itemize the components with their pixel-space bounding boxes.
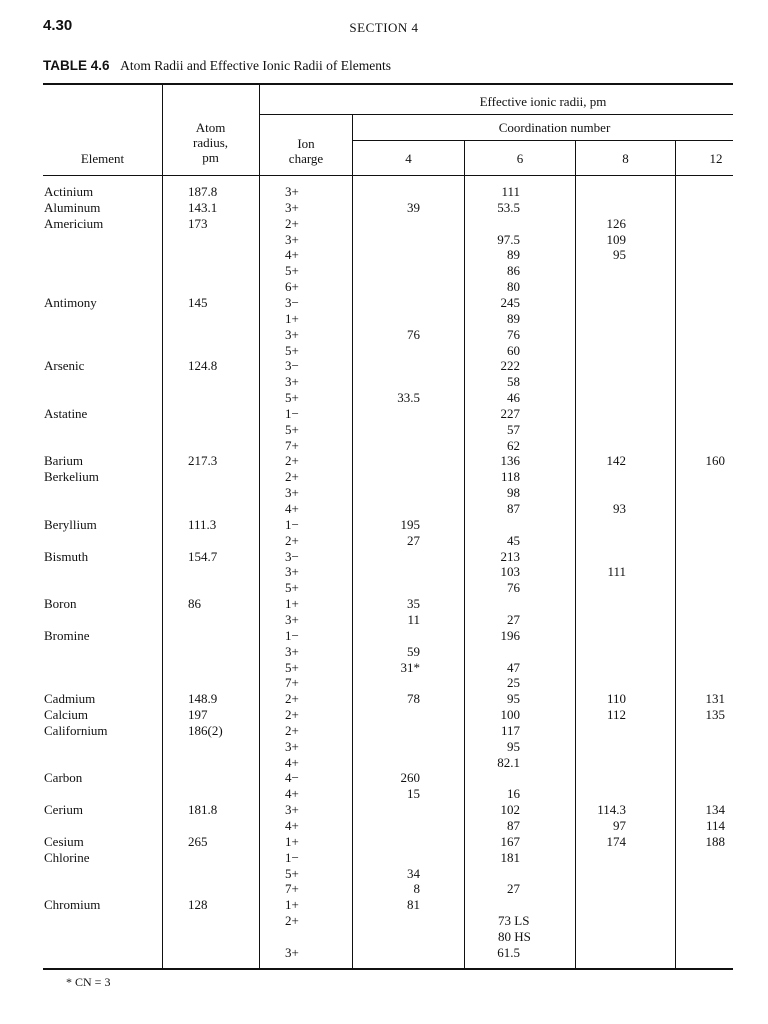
ion-charge-cell: 4+ <box>285 247 299 263</box>
cn8-cell: 111 <box>607 564 626 580</box>
cn6-cell: 80 HS <box>498 928 531 944</box>
cn6-cell: 98 <box>507 485 520 501</box>
element-cell: Boron <box>44 596 77 612</box>
ion-charge-cell: 6+ <box>285 279 299 295</box>
table-row <box>0 770 768 786</box>
table-row <box>0 200 768 216</box>
element-cell: Cesium <box>44 833 84 849</box>
header-ion-charge-line: charge <box>288 151 324 166</box>
ion-charge-cell: 5+ <box>285 421 299 437</box>
ion-charge-cell: 7+ <box>285 675 299 691</box>
cn6-cell: 95 <box>507 691 520 707</box>
cn6-cell: 100 <box>500 707 520 723</box>
ion-charge-cell: 4+ <box>285 818 299 833</box>
table-top-rule <box>43 83 733 85</box>
cn4-cell: 195 <box>400 516 420 532</box>
cn6-cell: 27 <box>507 881 520 897</box>
header-atom-radius-line: Atom <box>195 120 226 135</box>
element-cell: Barium <box>44 453 83 469</box>
cn4-cell: 8 <box>413 881 420 897</box>
table-row <box>0 644 768 660</box>
header-cn-6: 6 <box>516 151 524 166</box>
cn6-cell: 111 <box>501 184 520 199</box>
ion-charge-cell: 1+ <box>285 897 299 913</box>
atom-radius-cell: 124.8 <box>188 358 218 374</box>
cn6-cell: 89 <box>507 310 520 326</box>
cn6-cell: 227 <box>500 405 520 421</box>
ion-charge-cell: 4+ <box>285 501 299 516</box>
ion-charge-cell: 5+ <box>285 659 299 675</box>
ion-charge-cell: 7+ <box>285 437 299 453</box>
table-row <box>0 184 768 200</box>
cn6-cell: 73 LS <box>498 913 530 929</box>
ion-charge-cell: 3+ <box>285 643 299 659</box>
ion-charge-cell: 3− <box>285 294 299 310</box>
cn4-cell: 31* <box>400 659 420 675</box>
table-row <box>0 390 768 406</box>
table-row <box>0 216 768 232</box>
cn8-cell: 110 <box>606 691 626 707</box>
table-row <box>0 580 768 596</box>
ion-charge-cell: 1+ <box>285 310 299 326</box>
cn4-cell: 76 <box>407 326 420 342</box>
table-row <box>0 881 768 897</box>
table-row <box>0 406 768 422</box>
cn6-cell: 213 <box>500 548 520 564</box>
header-atom-radius <box>162 120 259 165</box>
ion-charge-cell: 1− <box>285 627 299 643</box>
cn6-cell: 87 <box>507 818 520 833</box>
cn6-cell: 103 <box>500 564 520 580</box>
cn4-cell: 81 <box>407 897 420 913</box>
ion-charge-cell: 3+ <box>285 564 299 580</box>
cn6-cell: 62 <box>507 437 520 453</box>
ion-charge-cell: 5+ <box>285 263 299 279</box>
element-cell: Cadmium <box>44 691 96 707</box>
cn8-cell: 95 <box>613 247 626 263</box>
header-bottom-rule <box>43 175 733 176</box>
cn12-cell: 160 <box>705 453 725 469</box>
table-row <box>0 945 768 961</box>
element-cell: Antimony <box>44 294 97 310</box>
header-ion-charge <box>260 136 352 166</box>
table-row <box>0 675 768 691</box>
cn8-cell: 109 <box>606 231 626 247</box>
table-row <box>0 295 768 311</box>
cn6-cell: 102 <box>500 802 520 818</box>
cn6-cell: 118 <box>500 469 520 485</box>
element-cell: Actinium <box>44 184 94 199</box>
coordination-rule <box>353 140 733 141</box>
ion-charge-cell: 5+ <box>285 342 299 358</box>
cn4-cell: 34 <box>407 865 420 881</box>
cn6-cell: 97.5 <box>497 231 520 247</box>
cn6-cell: 95 <box>507 738 520 754</box>
atom-radius-cell: 173 <box>188 215 208 231</box>
ion-charge-cell: 3+ <box>285 184 299 199</box>
element-cell: Bromine <box>44 627 90 643</box>
cn6-cell: 53.5 <box>497 199 520 215</box>
table-row <box>0 469 768 485</box>
header-element: Element <box>80 151 125 166</box>
cn4-cell: 15 <box>407 786 420 802</box>
cn6-cell: 117 <box>500 722 520 738</box>
ion-charge-cell: 5+ <box>285 580 299 596</box>
table-row <box>0 517 768 533</box>
ion-charge-cell: 4− <box>285 770 299 786</box>
element-cell: Californium <box>44 722 108 738</box>
table-row <box>0 612 768 628</box>
cn4-cell: 39 <box>407 199 420 215</box>
atom-radius-cell: 154.7 <box>188 548 218 564</box>
ion-charge-cell: 1+ <box>285 596 299 612</box>
ion-charge-cell: 4+ <box>285 786 299 802</box>
table-row <box>0 374 768 390</box>
table-row <box>0 755 768 771</box>
ion-charge-cell: 3+ <box>285 326 299 342</box>
table-row <box>0 707 768 723</box>
atom-radius-cell: 128 <box>188 897 208 913</box>
atom-radius-cell: 187.8 <box>188 184 218 199</box>
ion-charge-cell: 3+ <box>285 374 299 390</box>
ion-charge-cell: 2+ <box>285 722 299 738</box>
cn6-cell: 167 <box>500 833 520 849</box>
table-row <box>0 564 768 580</box>
cn6-cell: 76 <box>507 580 520 596</box>
ion-charge-cell: 7+ <box>285 881 299 897</box>
table-row <box>0 485 768 501</box>
ion-charge-cell: 1− <box>285 405 299 421</box>
cn12-cell: 135 <box>705 707 725 723</box>
table-row <box>0 279 768 295</box>
table-row <box>0 802 768 818</box>
ion-charge-cell: 4+ <box>285 754 299 770</box>
element-cell: Berkelium <box>44 469 99 485</box>
cn6-cell: 87 <box>507 501 520 516</box>
atom-radius-cell: 186(2) <box>188 722 223 738</box>
table-row <box>0 850 768 866</box>
ion-charge-cell: 3− <box>285 358 299 374</box>
ion-charge-cell: 2+ <box>285 691 299 707</box>
ion-charge-cell: 1+ <box>285 833 299 849</box>
atom-radius-cell: 265 <box>188 833 208 849</box>
element-cell: Chlorine <box>44 849 90 865</box>
element-cell: Arsenic <box>44 358 85 374</box>
ion-charge-cell: 3+ <box>285 231 299 247</box>
cn8-cell: 126 <box>606 215 626 231</box>
cn8-cell: 93 <box>613 501 626 516</box>
cn8-cell: 114.3 <box>597 802 626 818</box>
ion-charge-cell: 3+ <box>285 802 299 818</box>
table-row <box>0 691 768 707</box>
table-row <box>0 897 768 913</box>
table-title: Atom Radii and Effective Ionic Radii of Elements <box>120 58 391 73</box>
ion-charge-cell: 2+ <box>285 913 299 929</box>
ion-charge-cell: 3+ <box>285 485 299 501</box>
cn6-cell: 82.1 <box>497 754 520 770</box>
atom-radius-cell: 145 <box>188 294 208 310</box>
table-row <box>0 549 768 565</box>
cn6-cell: 25 <box>507 675 520 691</box>
element-cell: Beryllium <box>44 516 97 532</box>
table-row <box>0 453 768 469</box>
cn4-cell: 35 <box>407 596 420 612</box>
cn6-cell: 61.5 <box>497 944 520 960</box>
table-row <box>0 660 768 676</box>
cn6-cell: 245 <box>500 294 520 310</box>
table-row <box>0 343 768 359</box>
section-title: SECTION 4 <box>349 20 419 35</box>
header-atom-radius-line: pm <box>202 150 219 165</box>
ion-charge-cell: 2+ <box>285 469 299 485</box>
cn6-cell: 222 <box>500 358 520 374</box>
cn8-cell: 112 <box>606 707 626 723</box>
table-row <box>0 422 768 438</box>
cn4-cell: 33.5 <box>397 390 420 406</box>
cn6-cell: 86 <box>507 263 520 279</box>
cn6-cell: 45 <box>507 532 520 548</box>
table-row <box>0 739 768 755</box>
atom-radius-cell: 217.3 <box>188 453 218 469</box>
cn4-cell: 78 <box>407 691 420 707</box>
cn12-cell: 134 <box>705 802 725 818</box>
cn8-cell: 174 <box>606 833 626 849</box>
cn6-cell: 181 <box>500 849 520 865</box>
atom-radius-cell: 181.8 <box>188 802 218 818</box>
table-bottom-rule <box>43 968 733 970</box>
cn6-cell: 80 <box>507 279 520 295</box>
atom-radius-cell: 143.1 <box>188 199 218 215</box>
cn6-cell: 47 <box>507 659 520 675</box>
cn8-cell: 142 <box>606 453 626 469</box>
cn4-cell: 11 <box>407 611 420 627</box>
cn12-cell: 188 <box>705 833 725 849</box>
table-number: TABLE 4.6 <box>43 58 110 73</box>
footnote: * CN = 3 <box>66 975 111 989</box>
ion-charge-cell: 2+ <box>285 532 299 548</box>
ion-charge-cell: 2+ <box>285 215 299 231</box>
header-cn-8: 8 <box>622 151 629 166</box>
ion-charge-cell: 1− <box>285 849 299 865</box>
table-row <box>0 913 768 929</box>
effective-rule <box>260 114 733 115</box>
atom-radius-cell: 197 <box>188 707 208 723</box>
table-row <box>0 533 768 549</box>
cn6-cell: 57 <box>507 421 520 437</box>
table-row <box>0 628 768 644</box>
cn8-cell: 97 <box>613 818 626 833</box>
cn6-cell: 89 <box>507 247 520 263</box>
ion-charge-cell: 3+ <box>285 199 299 215</box>
element-cell: Carbon <box>44 770 83 786</box>
table-row <box>0 866 768 882</box>
table-row <box>0 232 768 248</box>
element-cell: Americium <box>44 215 104 231</box>
table-caption <box>43 58 391 74</box>
cn4-cell: 27 <box>407 532 420 548</box>
ion-charge-cell: 2+ <box>285 453 299 469</box>
cn6-cell: 16 <box>507 786 520 802</box>
ion-charge-cell: 1− <box>285 516 299 532</box>
element-cell: Chromium <box>44 897 101 913</box>
table-row <box>0 596 768 612</box>
table-row <box>0 929 768 945</box>
table-row <box>0 818 768 834</box>
cn12-cell: 131 <box>705 691 725 707</box>
atom-radius-cell: 111.3 <box>188 516 217 532</box>
cn6-cell: 196 <box>500 627 520 643</box>
table-row <box>0 311 768 327</box>
ion-charge-cell: 3+ <box>285 611 299 627</box>
cn12-cell: 114 <box>705 818 725 833</box>
ion-charge-cell: 5+ <box>285 390 299 406</box>
element-cell: Bismuth <box>44 548 89 564</box>
ion-charge-cell: 2+ <box>285 707 299 723</box>
atom-radius-cell: 148.9 <box>188 691 218 707</box>
element-cell: Astatine <box>44 405 88 421</box>
table-row <box>0 438 768 454</box>
cn6-cell: 46 <box>507 390 520 406</box>
header-effective-radii: Effective ionic radii, pm <box>479 94 607 109</box>
cn6-cell: 76 <box>507 326 520 342</box>
header-ion-charge-line: Ion <box>297 136 315 151</box>
page-number: 4.30 <box>43 17 73 34</box>
ion-charge-cell: 5+ <box>285 865 299 881</box>
table-row <box>0 358 768 374</box>
cn6-cell: 136 <box>500 453 520 469</box>
cn6-cell: 27 <box>507 611 520 627</box>
table-row <box>0 723 768 739</box>
table-row <box>0 263 768 279</box>
element-cell: Cerium <box>44 802 83 818</box>
table-row <box>0 501 768 517</box>
table-row <box>0 786 768 802</box>
element-cell: Aluminum <box>44 199 101 215</box>
table-row <box>0 247 768 263</box>
header-atom-radius-line: radius, <box>192 135 229 150</box>
cn4-cell: 260 <box>400 770 420 786</box>
ion-charge-cell: 3− <box>285 548 299 564</box>
table-row <box>0 834 768 850</box>
table-row <box>0 327 768 343</box>
ion-charge-cell: 3+ <box>285 944 299 960</box>
header-coordination-number: Coordination number <box>498 120 611 135</box>
atom-radius-cell: 86 <box>188 596 201 612</box>
element-cell: Calcium <box>44 707 89 723</box>
ion-charge-cell: 3+ <box>285 738 299 754</box>
cn4-cell: 59 <box>407 643 420 659</box>
cn6-cell: 60 <box>507 342 520 358</box>
header-cn-12: 12 <box>709 151 723 166</box>
header-cn-4: 4 <box>405 151 412 166</box>
cn6-cell: 58 <box>507 374 520 390</box>
